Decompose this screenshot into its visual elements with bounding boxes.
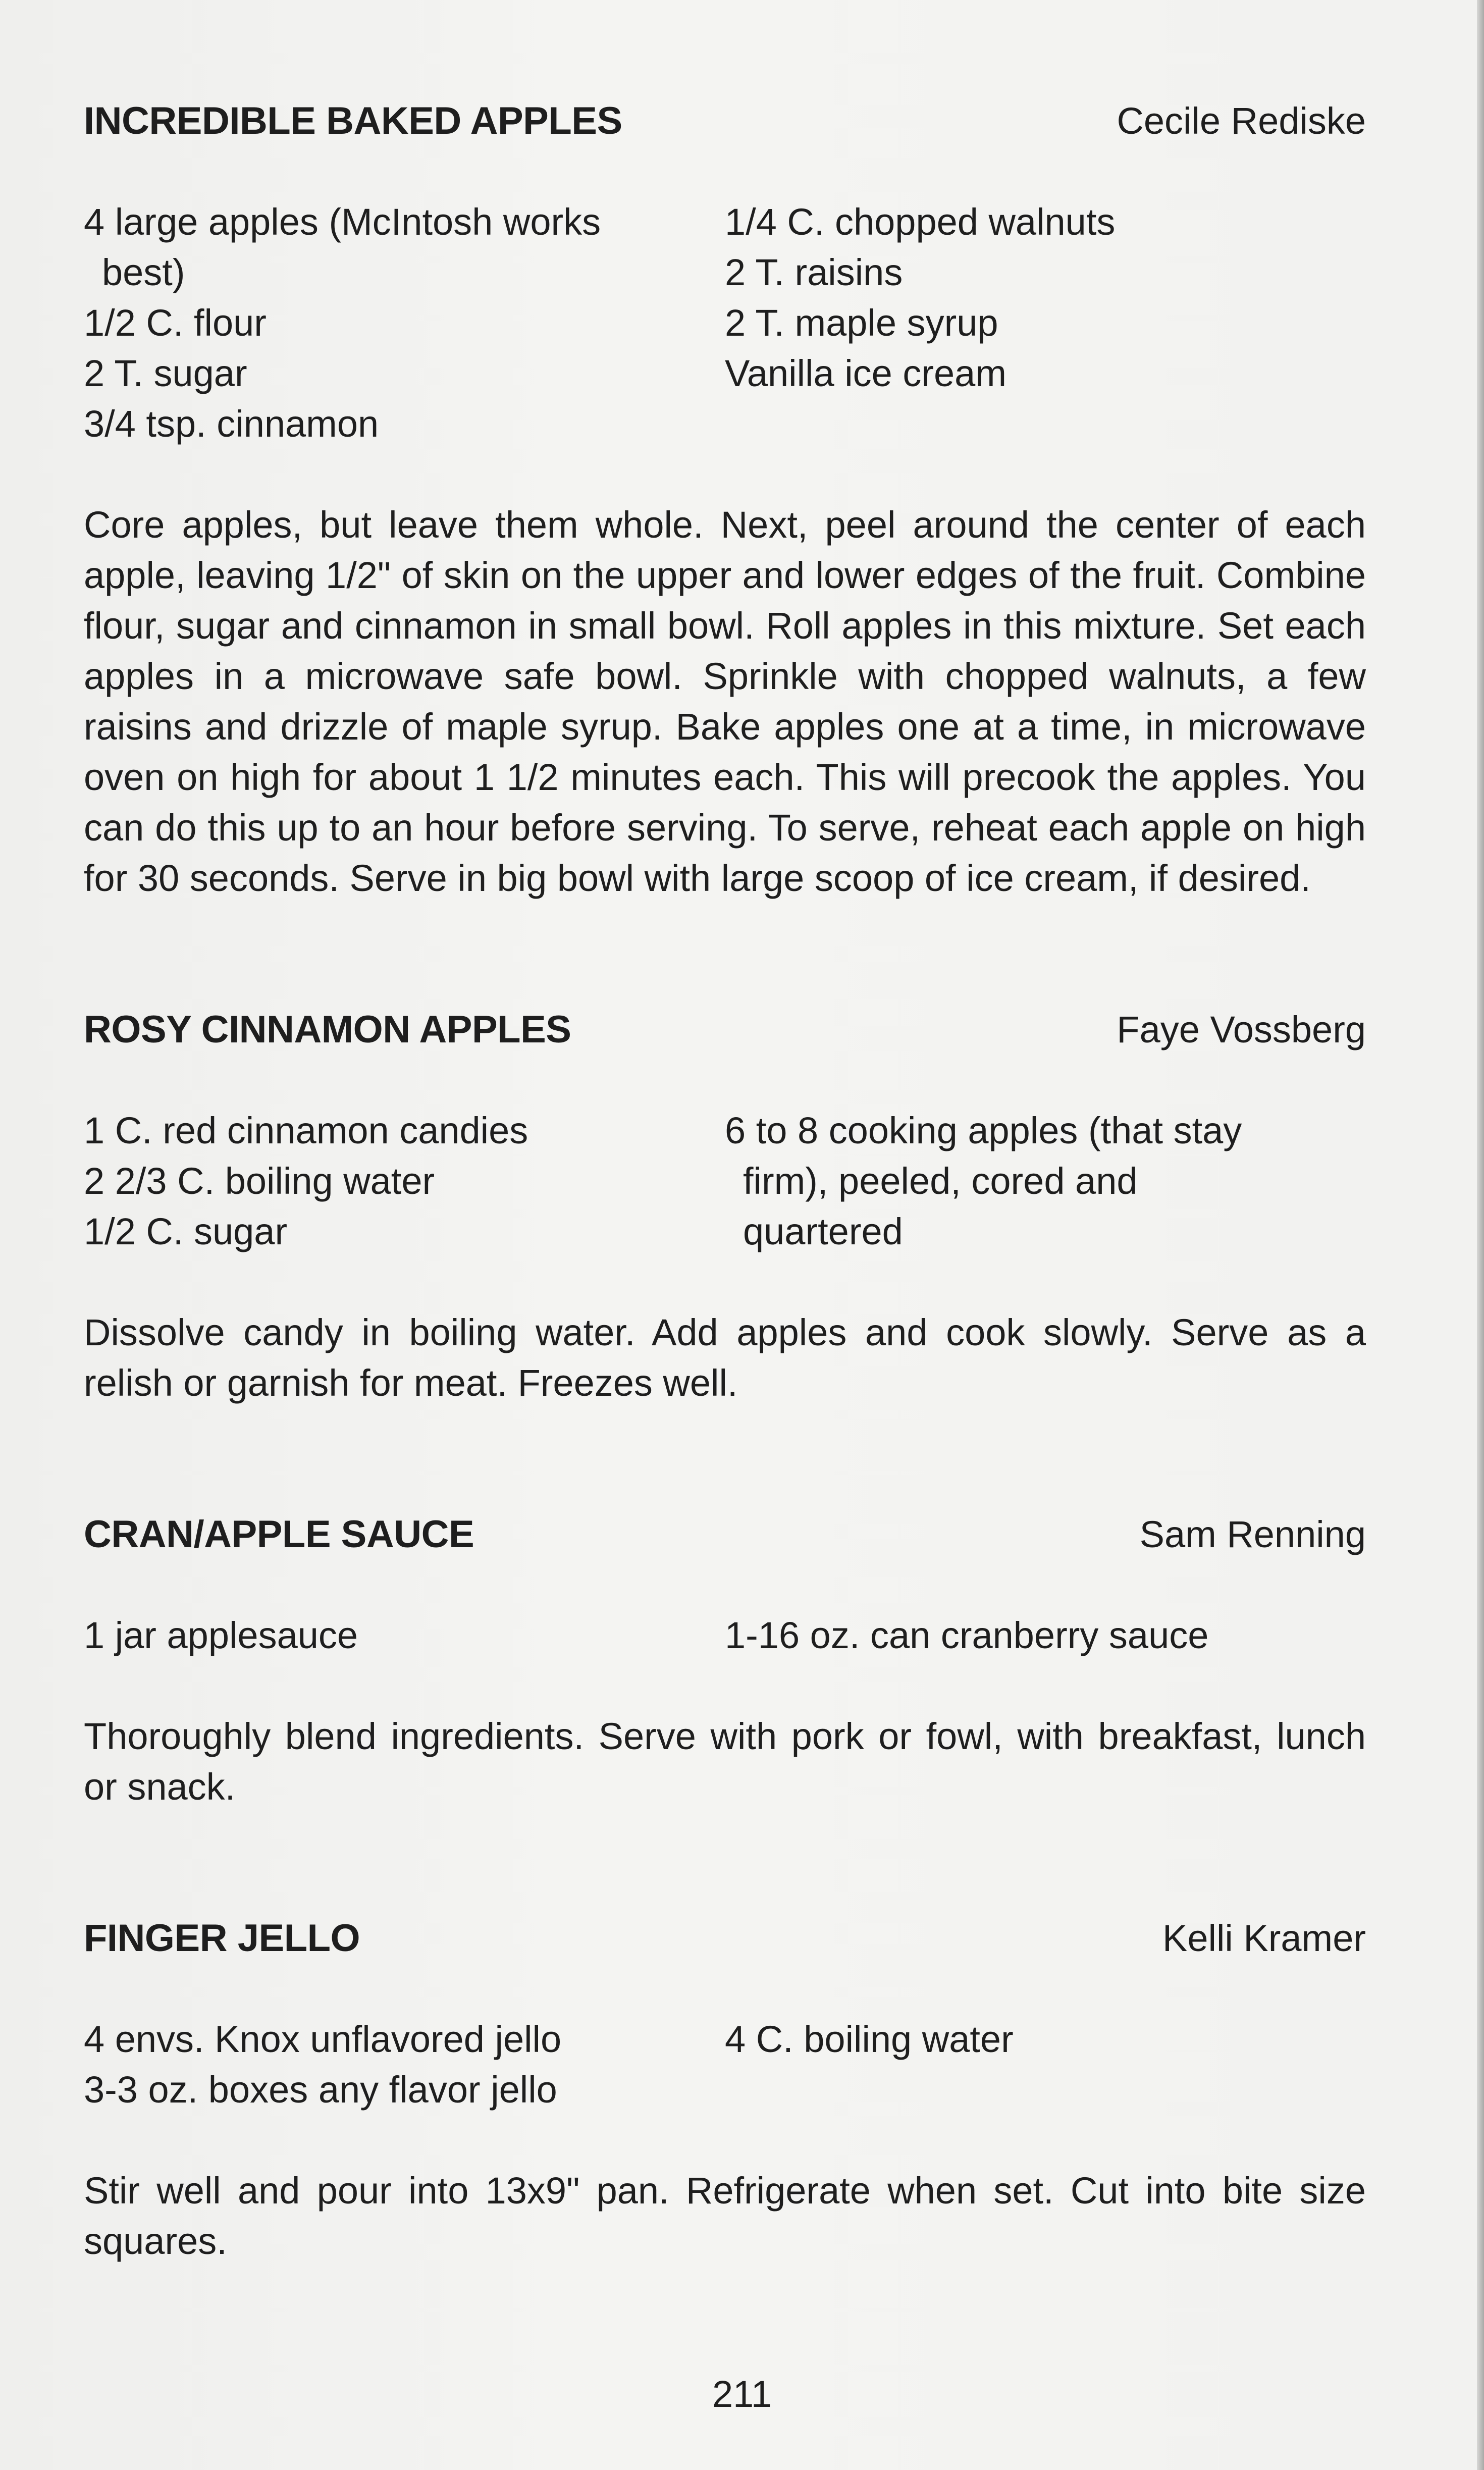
- page-edge-shadow: [1477, 0, 1484, 2470]
- ingredient-item: Vanilla ice cream: [725, 352, 1006, 394]
- recipe-header: [84, 1509, 1366, 1560]
- recipe-header: [84, 1913, 1366, 1964]
- recipe-title: INCREDIBLE BAKED APPLES: [84, 99, 622, 142]
- recipe-column: [84, 96, 1366, 2267]
- ingredient-column-left: [84, 1106, 725, 1257]
- ingredient-item: 2 T. raisins: [725, 251, 903, 293]
- recipe-finger-jello: [84, 1913, 1366, 2267]
- recipe-title: FINGER JELLO: [84, 1917, 360, 1960]
- ingredient-item: 1-16 oz. can cranberry sauce: [725, 1614, 1209, 1656]
- ingredient-list: [84, 1610, 1366, 1661]
- ingredient-item: 6 to 8 cooking apples (that stay: [725, 1110, 1242, 1151]
- ingredient-column-left: [84, 1610, 725, 1661]
- ingredient-list: [84, 1106, 1366, 1257]
- recipe-instructions: Stir well and pour into 13x9" pan. Refrigerate when set. Cut into bite size squares.: [84, 2170, 1366, 2262]
- recipe-instructions: Thoroughly blend ingredients. Serve with pork or fowl, with breakfast, lunch or snack.: [84, 1715, 1366, 1808]
- recipe-instructions: Core apples, but leave them whole. Next, peel around the center of each apple, leaving 1/2" of skin on the upper and lower edges of the fruit. Combine flour, sugar and cinnamon in small bowl. Roll apples in this mixture. Set each apples in a microwave safe bowl. Sprinkle with chopped walnuts, a few raisins and drizzle of maple syrup. Bake apples one at a time, in microwave oven on high for about 1 1/2 minutes each. This will precook the apples. You can do this up to an hour before serving. To serve, reheat each apple on high for 30 seconds. Serve in big bowl with large scoop of ice cream, if desired.: [84, 504, 1366, 899]
- ingredient-item: 4 envs. Knox unflavored jello: [84, 2018, 562, 2060]
- ingredient-column-right: [725, 1610, 1366, 1661]
- recipe-instructions: Dissolve candy in boiling water. Add apples and cook slowly. Serve as a relish or garnish for meat. Freezes well.: [84, 1311, 1366, 1404]
- ingredient-column-left: [84, 2014, 725, 2115]
- ingredient-item: 2 T. sugar: [84, 352, 247, 394]
- ingredient-item: 1 jar applesauce: [84, 1614, 358, 1656]
- ingredient-column-right: [725, 2014, 1366, 2115]
- ingredient-item: 1/2 C. sugar: [84, 1211, 288, 1252]
- ingredient-item: 4 C. boiling water: [725, 2018, 1014, 2060]
- ingredient-item: 1 C. red cinnamon candies: [84, 1110, 528, 1151]
- recipe-rosy-cinnamon-apples: [84, 1005, 1366, 1408]
- ingredient-item: 3/4 tsp. cinnamon: [84, 403, 379, 445]
- recipe-header: [84, 96, 1366, 146]
- ingredient-item: 1/4 C. chopped walnuts: [725, 201, 1116, 243]
- recipe-title: ROSY CINNAMON APPLES: [84, 1008, 571, 1051]
- recipe-author: Kelli Kramer: [1162, 1917, 1366, 1959]
- ingredient-column-right: [725, 1106, 1366, 1257]
- ingredient-item: 2 2/3 C. boiling water: [84, 1160, 435, 1202]
- recipe-incredible-baked-apples: [84, 96, 1366, 904]
- recipe-cran-apple-sauce: [84, 1509, 1366, 1812]
- ingredient-column-right: [725, 197, 1366, 449]
- ingredient-item: 4 large apples (McIntosh works: [84, 201, 601, 243]
- ingredient-item: best): [102, 251, 185, 293]
- recipe-author: Faye Vossberg: [1117, 1009, 1366, 1050]
- ingredient-item: quartered: [743, 1211, 903, 1252]
- recipe-author: Sam Renning: [1139, 1513, 1366, 1555]
- ingredient-list: [84, 2014, 1366, 2115]
- recipe-author: Cecile Rediske: [1117, 100, 1366, 142]
- recipe-header: [84, 1005, 1366, 1055]
- page-number: 211: [712, 2373, 772, 2415]
- ingredient-column-left: [84, 197, 725, 449]
- ingredient-item: 3-3 oz. boxes any flavor jello: [84, 2069, 557, 2111]
- ingredient-item: 1/2 C. flour: [84, 302, 267, 344]
- ingredient-item: firm), peeled, cored and: [743, 1160, 1138, 1202]
- recipe-title: CRAN/APPLE SAUCE: [84, 1513, 474, 1556]
- ingredient-list: [84, 197, 1366, 449]
- ingredient-item: 2 T. maple syrup: [725, 302, 998, 344]
